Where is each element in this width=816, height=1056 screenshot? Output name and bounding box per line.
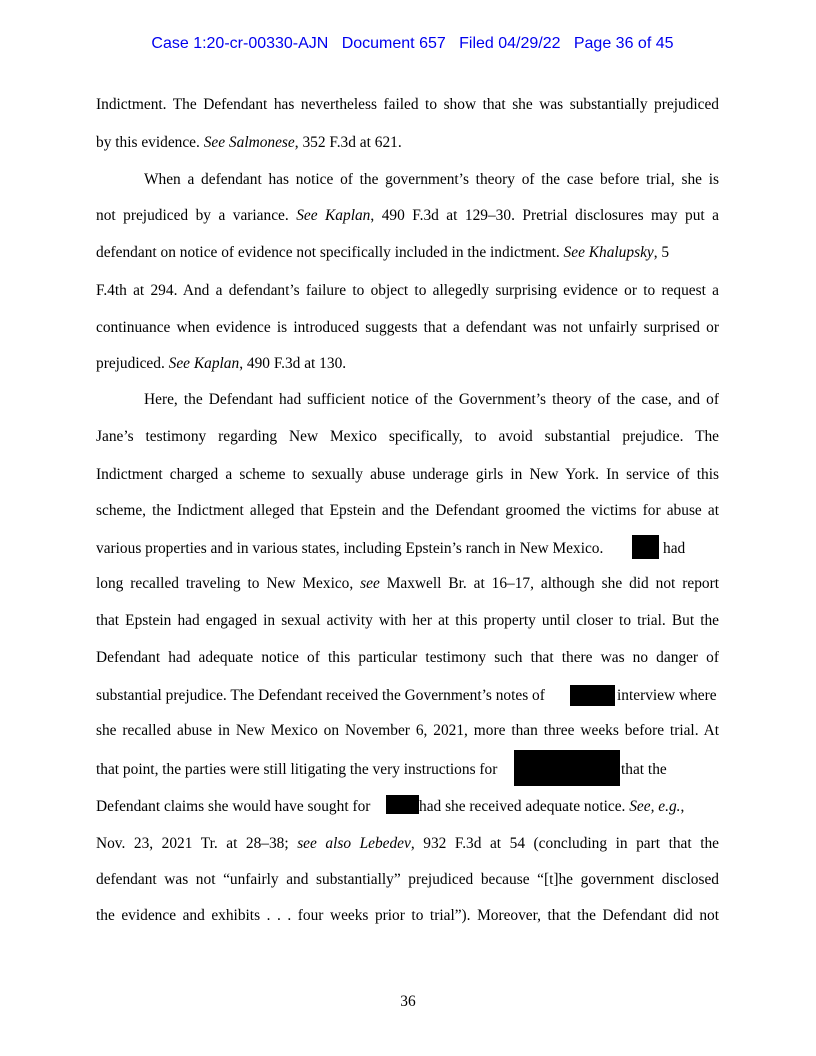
case-citation: see also Lebedev: [297, 835, 411, 852]
text-line: [96, 648, 719, 668]
text-segment: , 352 F.3d at 621.: [294, 134, 402, 151]
text-segment: that Epstein had engaged in sexual activity with her at this property until closer to trial. But the: [96, 612, 719, 629]
text-line: [96, 870, 719, 890]
text-fragment-had-she: [419, 797, 684, 817]
case-citation: See Kaplan: [168, 355, 240, 372]
text-segment: substantial prejudice. The Defendant received the Government’s notes of: [96, 687, 545, 704]
text-segment: defendant on notice of evidence not specifically included in the indictment.: [96, 244, 564, 261]
text-segment: Here, the Defendant had sufficient notice of the Government’s theory of the case, and of: [144, 391, 719, 408]
text-line: [96, 611, 719, 631]
text-segment: various properties and in various states, including Epstein’s ranch in New Mexico.: [96, 540, 604, 557]
text-segment: When a defendant has notice of the government’s theory of the case before trial, she is: [144, 171, 719, 188]
filed-date: Filed 04/29/22: [459, 35, 561, 52]
text-line: [96, 243, 669, 263]
text-segment: that point, the parties were still litigating the very instructions for: [96, 761, 498, 778]
text-line: [144, 170, 719, 190]
redaction-box: [514, 750, 620, 786]
page-number: 36: [400, 993, 416, 1010]
text-line: [144, 390, 719, 410]
text-line: [96, 501, 719, 521]
text-line: [96, 686, 545, 706]
text-line: [96, 721, 719, 741]
text-line: [96, 760, 497, 780]
text-segment: Maxwell Br. at 16–17, although she did not report: [379, 575, 719, 592]
text-segment: , 5: [653, 244, 670, 261]
text-line: [96, 539, 603, 559]
text-fragment-that-the: that the: [621, 761, 667, 778]
text-segment: Nov. 23, 2021 Tr. at 28–38;: [96, 835, 298, 852]
text-segment: long recalled traveling to New Mexico,: [96, 575, 361, 592]
text-line: [96, 834, 719, 854]
text-segment: F.4th at 294. And a defendant’s failure to object to allegedly surprising evidence or to request a: [96, 282, 719, 299]
text-segment: Defendant had adequate notice of this particular testimony such that there was no danger of: [96, 649, 719, 666]
text-line: [96, 465, 719, 485]
text-segment: scheme, the Indictment alleged that Epstein and the Defendant groomed the victims for abuse at: [96, 502, 719, 519]
redaction-box: [386, 795, 419, 814]
text-fragment-had: had: [663, 540, 686, 557]
text-segment: by this evidence.: [96, 134, 204, 151]
text-line: [96, 95, 719, 115]
page-indicator: Page 36 of 45: [573, 35, 674, 52]
case-citation: see: [360, 575, 380, 592]
case-citation: See Salmonese: [203, 134, 295, 151]
text-segment: she recalled abuse in New Mexico on November 6, 2021, more than three weeks before trial. At: [96, 722, 719, 739]
text-segment: not prejudiced by a variance.: [96, 207, 297, 224]
redaction-box: [570, 685, 615, 706]
text-segment: Indictment. The Defendant has nevertheless failed to show that she was substantially prejudiced: [96, 96, 719, 113]
text-segment: , 932 F.3d at 54 (concluding in part that the: [410, 835, 719, 852]
text-segment: , 490 F.3d at 130.: [239, 355, 347, 372]
text-line: [96, 206, 719, 226]
text-line: [96, 797, 370, 817]
text-segment: , 490 F.3d at 129–30. Pretrial disclosures may put a: [370, 207, 719, 224]
text-comma: ,: [680, 798, 685, 815]
text-segment: the evidence and exhibits . . . four weeks prior to trial”). Moreover, that the Defendant did not: [96, 907, 719, 924]
text-had-she: had she received adequate notice.: [419, 798, 630, 815]
text-fragment-interview-where: interview where: [617, 687, 717, 704]
citation-see-eg: See, e.g.: [629, 798, 681, 815]
text-segment: continuance when evidence is introduced suggests that a defendant was not unfairly surprised or: [96, 319, 719, 336]
text-line: [96, 133, 402, 153]
text-line: [96, 318, 719, 338]
text-line: [96, 427, 719, 447]
case-header: [0, 14, 816, 54]
text-segment: Jane’s testimony regarding New Mexico specifically, to avoid substantial prejudice. The: [96, 428, 719, 445]
text-segment: defendant was not “unfairly and substantially” prejudiced because “[t]he government disclosed: [96, 871, 719, 888]
text-segment: Indictment charged a scheme to sexually abuse underage girls in New York. In service of this: [96, 466, 719, 483]
case-citation: See Kaplan: [296, 207, 371, 224]
case-citation: See Khalupsky: [563, 244, 654, 261]
redaction-box: [632, 535, 659, 559]
text-line: [96, 281, 719, 301]
text-line: [96, 906, 719, 926]
text-line: [96, 574, 719, 594]
text-segment: Defendant claims she would have sought for: [96, 798, 371, 815]
case-number: Case 1:20-cr-00330-AJN: [151, 35, 329, 52]
text-line: [96, 354, 346, 374]
document-number: Document 657: [341, 35, 446, 52]
text-segment: prejudiced.: [96, 355, 169, 372]
